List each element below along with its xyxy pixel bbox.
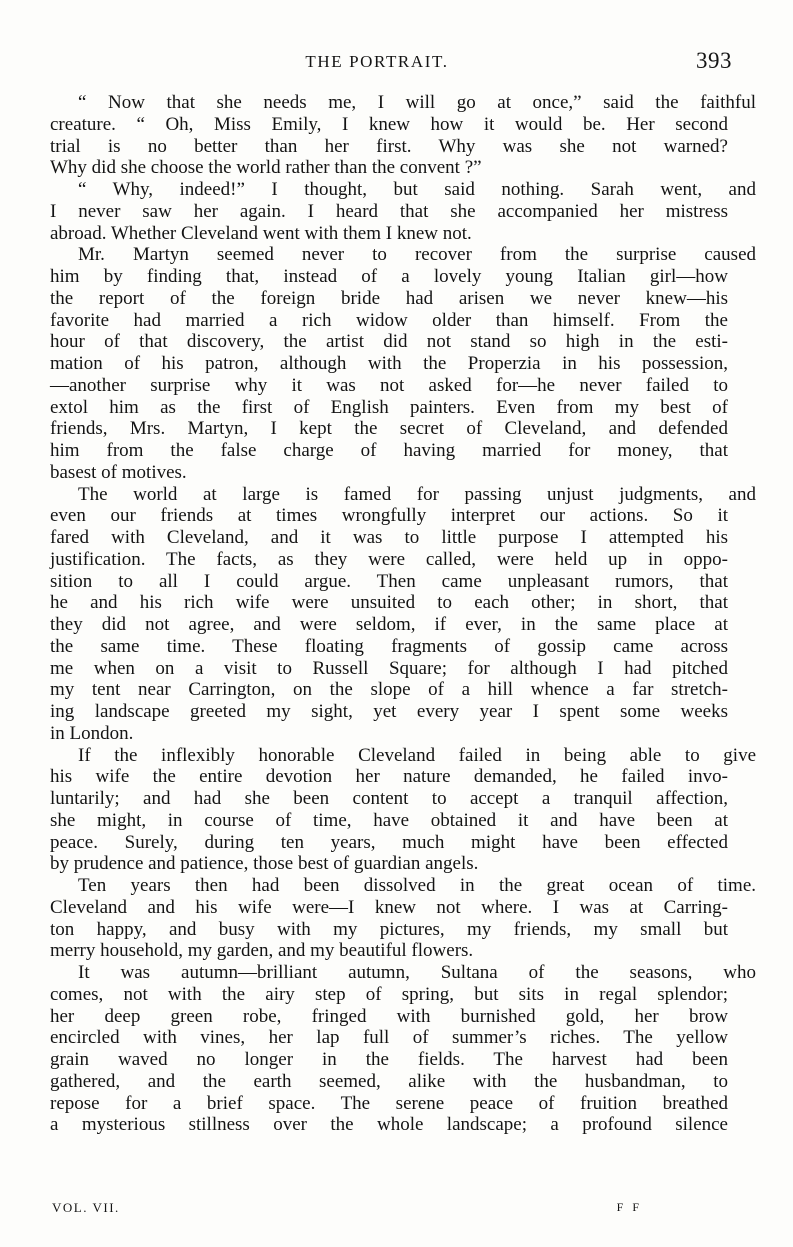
text-line: grain waved no longer in the fields. The harvest had been — [50, 1049, 728, 1070]
text-line: hour of that discovery, the artist did not stand so high in the esti- — [50, 331, 728, 353]
text-line: Why did she choose the world rather than the convent ?” — [50, 157, 482, 179]
text-line: I never saw her again. I heard that she accompanied her mistress — [50, 200, 728, 222]
text-line: by prudence and patience, those best of guardian angels. — [50, 853, 479, 875]
text-line: friends, Mrs. Martyn, I kept the secret of Cleveland, and defended — [50, 418, 728, 440]
text-line: ing landscape greeted my sight, yet every year I spent some weeks — [50, 701, 728, 722]
text-line: abroad. Whether Cleveland went with them I knew not. — [50, 222, 472, 244]
text-line: merry household, my garden, and my beautiful flowers. — [50, 940, 474, 962]
text-line: him from the false charge of having married for money, that — [50, 440, 728, 461]
running-head — [22, 48, 732, 78]
paragraph — [22, 244, 756, 483]
text-line: “ Why, indeed!” I thought, but said nothing. Sarah went, and — [78, 179, 756, 200]
paragraph — [22, 179, 756, 244]
signature-mark: F F — [616, 1200, 642, 1214]
text-line: ton happy, and busy with my pictures, my friends, my small but — [50, 918, 728, 940]
text-line: sition to all I could argue. Then came unpleasant rumors, that — [50, 570, 728, 592]
text-line: Mr. Martyn seemed never to recover from the surprise caused — [78, 244, 756, 266]
paragraph — [22, 744, 756, 876]
text-line: my tent near Carrington, on the slope of a hill whence a far stretch- — [50, 679, 728, 701]
text-line: trial is no better than her first. Why was she not warned? — [50, 135, 728, 157]
text-line: his wife the entire devotion her nature demanded, he failed invo- — [50, 766, 728, 788]
text-line: Ten years then had been dissolved in the great ocean of time. — [78, 875, 756, 896]
text-line: “ Now that she needs me, I will go at once,” said the faithful — [78, 92, 756, 113]
text-line: fared with Cleveland, and it was to little purpose I attempted his — [50, 527, 728, 548]
text-line: justification. The facts, as they were called, were held up in oppo- — [50, 548, 728, 570]
paragraph — [22, 483, 756, 745]
text-line: It was autumn—brilliant autumn, Sultana of the seasons, who — [78, 962, 756, 983]
text-line: her deep green robe, fringed with burnished gold, her brow — [50, 1005, 728, 1027]
text-line: Cleveland and his wife were—I knew not where. I was at Carring- — [50, 896, 728, 918]
text-line: luntarily; and had she been content to accept a tranquil affection, — [50, 788, 728, 809]
text-line: —another surprise why it was not asked for—he never failed to — [50, 374, 728, 396]
volume-label: VOL. VII. — [52, 1200, 120, 1215]
text-line: The world at large is famed for passing unjust judgments, and — [78, 483, 756, 505]
text-line: he and his rich wife were unsuited to each other; in short, that — [50, 592, 728, 614]
text-line: they did not agree, and were seldom, if ever, in the same place at — [50, 614, 728, 635]
text-line: in London. — [50, 722, 134, 744]
text-line: she might, in course of time, have obtained it and have been at — [50, 809, 728, 831]
text-line: extol him as the first of English painters. Even from my best of — [50, 396, 728, 418]
paragraph — [22, 875, 756, 962]
text-line: mation of his patron, although with the Properzia in his possession, — [50, 353, 728, 374]
text-line: If the inflexibly honorable Cleveland failed in being able to give — [78, 744, 756, 766]
text-line: peace. Surely, during ten years, much might have been effected — [50, 831, 728, 853]
paragraph — [22, 92, 756, 179]
text-line: the same time. These floating fragments of gossip came across — [50, 635, 728, 657]
page-number: 393 — [696, 48, 732, 73]
text-line: even our friends at times wrongfully interpret our actions. So it — [50, 505, 728, 527]
text-line: gathered, and the earth seemed, alike with the husbandman, to — [50, 1070, 728, 1092]
text-line: creature. “ Oh, Miss Emily, I knew how it would be. Her second — [50, 113, 728, 135]
text-line: the report of the foreign bride had arisen we never knew—his — [50, 287, 728, 309]
text-line: encircled with vines, her lap full of summer’s riches. The yellow — [50, 1027, 728, 1049]
text-line: a mysterious stillness over the whole landscape; a profound silence — [50, 1114, 728, 1136]
text-line: comes, not with the airy step of spring, but sits in regal splendor; — [50, 983, 728, 1005]
text-line: me when on a visit to Russell Square; for although I had pitched — [50, 657, 728, 679]
text-line: repose for a brief space. The serene peace of fruition breathed — [50, 1092, 728, 1114]
paragraph — [22, 962, 756, 1136]
page-footer — [52, 1200, 642, 1222]
text-line: basest of motives. — [50, 461, 187, 483]
text-line: favorite had married a rich widow older than himself. From the — [50, 309, 728, 331]
body-text — [22, 92, 756, 1136]
running-title: THE PORTRAIT. — [305, 52, 449, 71]
text-line: him by finding that, instead of a lovely young Italian girl—how — [50, 266, 728, 287]
